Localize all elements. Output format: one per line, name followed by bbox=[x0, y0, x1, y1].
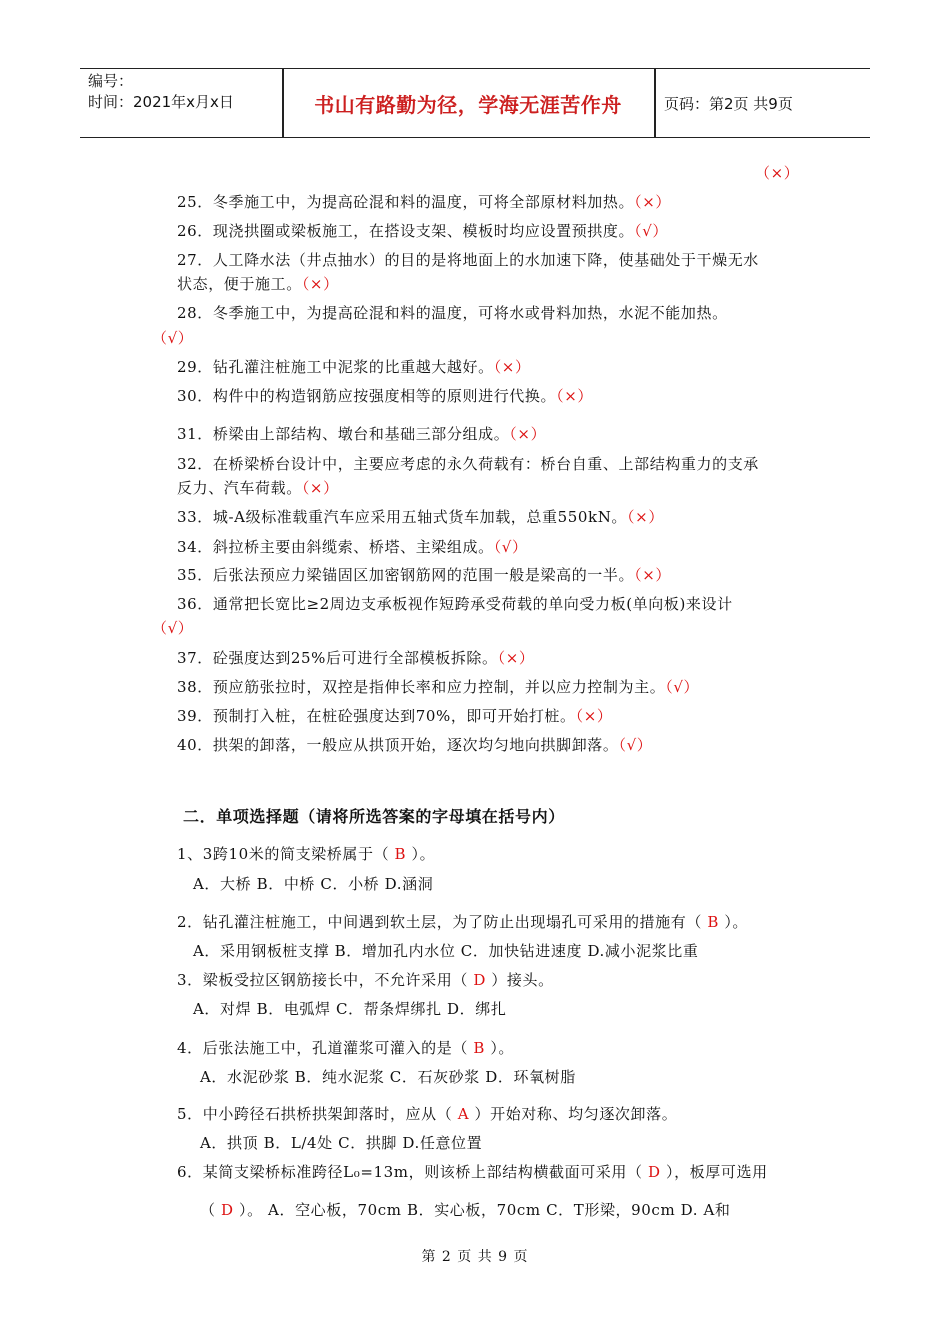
true-false-item bbox=[177, 453, 759, 474]
choice-options bbox=[200, 1066, 576, 1087]
answer-letter: D bbox=[473, 971, 492, 989]
true-false-item bbox=[177, 191, 671, 212]
answer-mark: （×） bbox=[634, 566, 671, 584]
question-text: 32．在桥梁桥台设计中，主要应考虑的永久荷载有：桥台自重、上部结构重力的支承 bbox=[177, 455, 759, 473]
true-false-item bbox=[177, 302, 728, 323]
question-text: ）接头。 bbox=[491, 971, 554, 989]
true-false-item bbox=[177, 356, 531, 377]
true-false-item bbox=[177, 734, 652, 755]
question-text: 反力、汽车荷载。 bbox=[177, 479, 302, 497]
question-text: ），板厚可选用 bbox=[665, 1163, 768, 1181]
question-text: A．水泥砂浆 B．纯水泥浆 C．石灰砂浆 D．环氧树脂 bbox=[200, 1068, 576, 1086]
true-false-item bbox=[177, 273, 339, 294]
question-text: 36．通常把长宽比≥2周边支承板视作短跨承受荷载的单向受力板(单向板)来设计 bbox=[177, 595, 733, 613]
choice-question bbox=[177, 1037, 514, 1058]
true-false-item bbox=[177, 249, 759, 270]
header-motto: 书山有路勤为径，学海无涯苦作舟 bbox=[314, 92, 622, 117]
question-text: 29．钻孔灌注桩施工中泥浆的比重越大越好。 bbox=[177, 358, 494, 376]
true-false-item bbox=[177, 564, 671, 585]
question-text: A．拱顶 B．L/4处 C．拱脚 D.任意位置 bbox=[200, 1134, 483, 1152]
choice-question bbox=[200, 1199, 731, 1220]
header-meta bbox=[88, 71, 284, 113]
answer-mark: （√） bbox=[152, 619, 194, 637]
answer-mark: （×） bbox=[755, 164, 800, 182]
true-false-item bbox=[152, 327, 193, 348]
answer-mark: （×） bbox=[497, 649, 535, 667]
question-text: 39．预制打入桩，在桩砼强度达到70%，即可开始打桩。 bbox=[177, 707, 576, 725]
question-text: （ bbox=[200, 1201, 216, 1219]
question-text: 30．构件中的构造钢筋应按强度相等的原则进行代换。 bbox=[177, 387, 557, 405]
answer-mark: （×） bbox=[301, 275, 339, 293]
question-text: ）。 bbox=[411, 845, 436, 863]
answer-mark: （×） bbox=[575, 707, 613, 725]
true-false-item bbox=[177, 423, 546, 444]
true-false-item bbox=[755, 162, 799, 183]
question-text: 34．斜拉桥主要由斜缆索、桥塔、主梁组成。 bbox=[177, 538, 494, 556]
choice-question bbox=[177, 1161, 768, 1182]
answer-mark: （×） bbox=[509, 425, 547, 443]
answer-letter: B bbox=[467, 1039, 491, 1057]
question-text: 状态，便于施工。 bbox=[177, 275, 302, 293]
question-text: A．大桥 B．中桥 C．小桥 D.涵洞 bbox=[193, 875, 434, 893]
true-false-item bbox=[152, 617, 193, 638]
question-text: ）。 A．空心板，70cm B．实心板，70cm C．T形梁，90cm D. A和 bbox=[238, 1201, 731, 1219]
choice-options bbox=[193, 940, 699, 961]
question-text: 31．桥梁由上部结构、墩台和基础三部分组成。 bbox=[177, 425, 510, 443]
answer-letter: B bbox=[389, 845, 412, 863]
true-false-item bbox=[177, 536, 528, 557]
true-false-item bbox=[177, 477, 339, 498]
true-false-item bbox=[177, 647, 535, 668]
choice-question bbox=[177, 843, 435, 864]
question-text: 28．冬季施工中，为提高砼混和料的温度，可将水或骨料加热，水泥不能加热。 bbox=[177, 304, 728, 322]
question-text: 33．城-A级标准载重汽车应采用五轴式货车加载，总重550kN。 bbox=[177, 508, 628, 526]
true-false-item bbox=[177, 220, 668, 241]
answer-mark: （√） bbox=[618, 736, 653, 754]
question-text: 3．梁板受拉区钢筋接长中，不允许采用（ bbox=[177, 971, 474, 989]
question-text: 1、3跨10米的简支梁桥属于（ bbox=[177, 845, 390, 863]
answer-mark: （×） bbox=[493, 358, 531, 376]
answer-mark: （√） bbox=[152, 329, 194, 347]
question-text: 38．预应筋张拉时，双控是指伸长率和应力控制，并以应力控制为主。 bbox=[177, 678, 666, 696]
question-text: 4．后张法施工中，孔道灌浆可灌入的是（ bbox=[177, 1039, 468, 1057]
question-text: 35．后张法预应力梁锚固区加密钢筋网的范围一般是梁高的一半。 bbox=[177, 566, 635, 584]
question-text: 26．现浇拱圈或梁板施工，在搭设支架、模板时均应设置预拱度。 bbox=[177, 222, 635, 240]
page-header bbox=[80, 68, 870, 138]
answer-letter: A bbox=[457, 1105, 475, 1123]
answer-mark: （×） bbox=[634, 193, 671, 211]
question-text: ）开始对称、均匀逐次卸落。 bbox=[474, 1105, 678, 1123]
answer-mark: （√） bbox=[665, 678, 700, 696]
section-title: 二．单项选择题（请将所选答案的字母填在括号内） bbox=[183, 807, 565, 826]
question-text: A．采用钢板桩支撑 B．增加孔内水位 C．加快钻进速度 D.减小泥浆比重 bbox=[193, 942, 699, 960]
true-false-item bbox=[177, 593, 733, 614]
choice-question bbox=[177, 911, 748, 932]
answer-mark: （×） bbox=[556, 387, 593, 405]
answer-mark: （√） bbox=[493, 538, 528, 556]
choice-options bbox=[200, 1132, 482, 1153]
question-text: 25．冬季施工中，为提高砼混和料的温度，可将全部原材料加热。 bbox=[177, 193, 635, 211]
question-text: 2．钻孔灌注桩施工，中间遇到软土层，为了防止出现塌孔可采用的措施有（ bbox=[177, 913, 702, 931]
question-text: ）。 bbox=[490, 1039, 515, 1057]
answer-mark: （×） bbox=[301, 479, 339, 497]
question-text: A．对焊 B．电弧焊 C．帮条焊绑扎 D．绑扎 bbox=[193, 1000, 507, 1018]
doc-id-label: 编号： bbox=[88, 72, 134, 90]
question-text: ）。 bbox=[724, 913, 749, 931]
question-text: 5．中小跨径石拱桥拱架卸落时，应从（ bbox=[177, 1105, 458, 1123]
header-divider bbox=[654, 69, 656, 137]
choice-question bbox=[177, 969, 554, 990]
true-false-item bbox=[177, 676, 699, 697]
answer-mark: （√） bbox=[634, 222, 668, 240]
choice-question bbox=[177, 1103, 677, 1124]
question-text: 40．拱架的卸落，一般应从拱顶开始，逐次均匀地向拱脚卸落。 bbox=[177, 736, 619, 754]
header-page-number: 页码：第2页 共9页 bbox=[664, 94, 793, 113]
true-false-item bbox=[177, 705, 613, 726]
question-text: 6．某简支梁桥标准跨径L₀=13m，则该桥上部结构横截面可采用（ bbox=[177, 1163, 643, 1181]
page-footer: 第 2 页 共 9 页 bbox=[421, 1249, 529, 1265]
answer-letter: D bbox=[642, 1163, 666, 1181]
question-text: 27．人工降水法（井点抽水）的目的是将地面上的水加速下降，使基础处于干燥无水 bbox=[177, 251, 759, 269]
choice-options bbox=[193, 998, 506, 1019]
answer-mark: （×） bbox=[627, 508, 664, 526]
doc-date-label: 时间：2021年x月x日 bbox=[88, 93, 234, 111]
answer-letter: B bbox=[701, 913, 725, 931]
true-false-item bbox=[177, 385, 593, 406]
question-text: 37．砼强度达到25%后可进行全部模板拆除。 bbox=[177, 649, 498, 667]
choice-options bbox=[193, 873, 433, 894]
true-false-item bbox=[177, 506, 664, 527]
answer-letter: D bbox=[215, 1201, 239, 1219]
